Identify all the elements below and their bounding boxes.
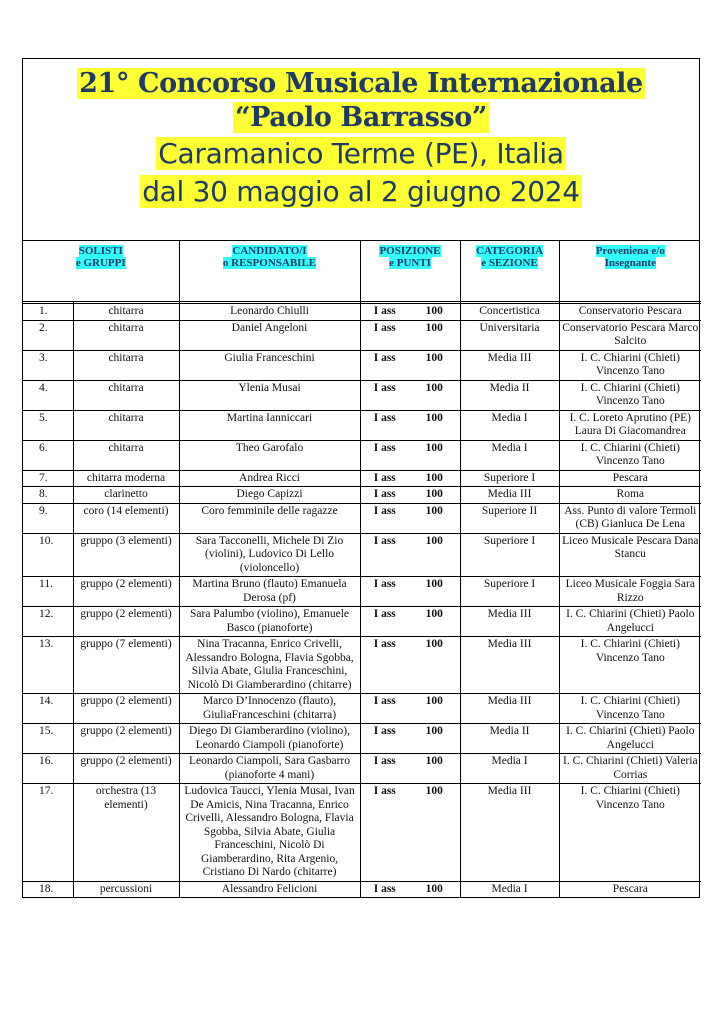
competition-title: 21° Concorso Musicale Internazionale [79, 68, 643, 99]
row-number: 9. [23, 503, 73, 533]
punti-cell: 100 [409, 694, 460, 724]
solisti-cell: chitarra [73, 440, 179, 470]
row-number: 10. [23, 533, 73, 577]
candidato-cell: Diego Di Giamberardino (violino), Leonardo Ciampoli (pianoforte) [179, 724, 360, 754]
candidato-cell: Leonardo Chiulli [179, 304, 360, 321]
provenienza-cell: I. C. Chiarini (Chieti) Paolo Angelucci [559, 607, 701, 637]
categoria-cell: Concertistica [460, 304, 559, 321]
table-row [23, 487, 701, 504]
header-posizione: POSIZIONE e PUNTI [360, 241, 460, 302]
categoria-cell: Media III [460, 784, 559, 882]
categoria-cell: Media III [460, 694, 559, 724]
provenienza-cell: I. C. Chiarini (Chieti) Vincenzo Tano [559, 440, 701, 470]
row-number: 12. [23, 607, 73, 637]
categoria-cell: Media II [460, 724, 559, 754]
table-row [23, 754, 701, 784]
row-number: 11. [23, 577, 73, 607]
provenienza-cell: I. C. Chiarini (Chieti) Vincenzo Tano [559, 694, 701, 724]
table-row [23, 470, 701, 487]
table-row [23, 694, 701, 724]
provenienza-cell: I. C. Chiarini (Chieti) Vincenzo Tano [559, 380, 701, 410]
table-row [23, 304, 701, 321]
solisti-cell: percussioni [73, 881, 179, 897]
solisti-cell: gruppo (7 elementi) [73, 637, 179, 694]
categoria-cell: Media III [460, 607, 559, 637]
candidato-cell: Alessandro Felicioni [179, 881, 360, 897]
provenienza-cell: Pescara [559, 470, 701, 487]
punti-cell: 100 [409, 440, 460, 470]
candidato-cell: Martina Bruno (flauto) Emanuela Derosa (pf) [179, 577, 360, 607]
posizione-cell: I ass [360, 503, 409, 533]
table-row [23, 607, 701, 637]
candidato-cell: Theo Garofalo [179, 440, 360, 470]
row-number: 16. [23, 754, 73, 784]
punti-cell: 100 [409, 724, 460, 754]
candidato-cell: Daniel Angeloni [179, 320, 360, 350]
provenienza-cell: I. C. Chiarini (Chieti) Vincenzo Tano [559, 350, 701, 380]
competition-name: “Paolo Barrasso” [234, 102, 488, 133]
solisti-cell: chitarra [73, 320, 179, 350]
table-row [23, 503, 701, 533]
row-number: 4. [23, 380, 73, 410]
candidato-cell: Martina Ianniccari [179, 410, 360, 440]
posizione-cell: I ass [360, 487, 409, 504]
punti-cell: 100 [409, 577, 460, 607]
punti-cell: 100 [409, 881, 460, 897]
results-table [23, 241, 701, 897]
punti-cell: 100 [409, 503, 460, 533]
punti-cell: 100 [409, 637, 460, 694]
solisti-cell: gruppo (2 elementi) [73, 577, 179, 607]
solisti-cell: chitarra [73, 304, 179, 321]
row-number: 14. [23, 694, 73, 724]
table-row [23, 784, 701, 882]
punti-cell: 100 [409, 754, 460, 784]
provenienza-cell: Pescara [559, 881, 701, 897]
competition-dates: dal 30 maggio al 2 giugno 2024 [142, 175, 580, 208]
solisti-cell: gruppo (2 elementi) [73, 754, 179, 784]
categoria-cell: Media III [460, 487, 559, 504]
solisti-cell: orchestra (13 elementi) [73, 784, 179, 882]
solisti-cell: coro (14 elementi) [73, 503, 179, 533]
candidato-cell: Sara Tacconelli, Michele Di Zio (violini), Ludovico Di Lello (violoncello) [179, 533, 360, 577]
punti-cell: 100 [409, 470, 460, 487]
row-number: 18. [23, 881, 73, 897]
solisti-cell: gruppo (3 elementi) [73, 533, 179, 577]
table-row [23, 350, 701, 380]
candidato-cell: Giulia Franceschini [179, 350, 360, 380]
posizione-cell: I ass [360, 724, 409, 754]
posizione-cell: I ass [360, 607, 409, 637]
posizione-cell: I ass [360, 533, 409, 577]
categoria-cell: Universitaria [460, 320, 559, 350]
categoria-cell: Media III [460, 637, 559, 694]
punti-cell: 100 [409, 487, 460, 504]
row-number: 7. [23, 470, 73, 487]
provenienza-cell: I. C. Chiarini (Chieti) Vincenzo Tano [559, 784, 701, 882]
posizione-cell: I ass [360, 410, 409, 440]
header-categoria: CATEGORIA e SEZIONE [460, 241, 559, 302]
row-number: 3. [23, 350, 73, 380]
punti-cell: 100 [409, 304, 460, 321]
punti-cell: 100 [409, 607, 460, 637]
posizione-cell: I ass [360, 637, 409, 694]
row-number: 5. [23, 410, 73, 440]
table-row [23, 320, 701, 350]
table-row [23, 440, 701, 470]
provenienza-cell: Liceo Musicale Foggia Sara Rizzo [559, 577, 701, 607]
provenienza-cell: Liceo Musicale Pescara Dana Stancu [559, 533, 701, 577]
table-row [23, 881, 701, 897]
table-row [23, 724, 701, 754]
row-number: 13. [23, 637, 73, 694]
header-candidato: CANDIDATO/I o RESPONSABILE [179, 241, 360, 302]
posizione-cell: I ass [360, 754, 409, 784]
solisti-cell: gruppo (2 elementi) [73, 724, 179, 754]
candidato-cell: Andrea Ricci [179, 470, 360, 487]
posizione-cell: I ass [360, 694, 409, 724]
provenienza-cell: I. C. Chiarini (Chieti) Paolo Angelucci [559, 724, 701, 754]
posizione-cell: I ass [360, 784, 409, 882]
provenienza-cell: I. C. Chiarini (Chieti) Valeria Corrias [559, 754, 701, 784]
punti-cell: 100 [409, 380, 460, 410]
categoria-cell: Superiore I [460, 577, 559, 607]
categoria-cell: Superiore II [460, 503, 559, 533]
document-frame [22, 58, 700, 898]
provenienza-cell: Conservatorio Pescara [559, 304, 701, 321]
categoria-cell: Media I [460, 410, 559, 440]
table-row [23, 410, 701, 440]
candidato-cell: Diego Capizzi [179, 487, 360, 504]
punti-cell: 100 [409, 533, 460, 577]
header-solisti: SOLISTI e GRUPPI [23, 241, 179, 302]
provenienza-cell: I. C. Chiarini (Chieti) Vincenzo Tano [559, 637, 701, 694]
candidato-cell: Ylenia Musai [179, 380, 360, 410]
categoria-cell: Superiore I [460, 470, 559, 487]
categoria-cell: Media II [460, 380, 559, 410]
categoria-cell: Media I [460, 754, 559, 784]
posizione-cell: I ass [360, 380, 409, 410]
row-number: 6. [23, 440, 73, 470]
categoria-cell: Media I [460, 881, 559, 897]
solisti-cell: gruppo (2 elementi) [73, 607, 179, 637]
posizione-cell: I ass [360, 304, 409, 321]
table-row [23, 533, 701, 577]
row-number: 8. [23, 487, 73, 504]
posizione-cell: I ass [360, 350, 409, 380]
punti-cell: 100 [409, 320, 460, 350]
punti-cell: 100 [409, 410, 460, 440]
table-row [23, 380, 701, 410]
title-block [23, 59, 699, 241]
provenienza-cell: Conservatorio Pescara Marco Salcito [559, 320, 701, 350]
solisti-cell: clarinetto [73, 487, 179, 504]
candidato-cell: Coro femminile delle ragazze [179, 503, 360, 533]
row-number: 15. [23, 724, 73, 754]
row-number: 17. [23, 784, 73, 882]
posizione-cell: I ass [360, 881, 409, 897]
categoria-cell: Superiore I [460, 533, 559, 577]
posizione-cell: I ass [360, 470, 409, 487]
posizione-cell: I ass [360, 440, 409, 470]
punti-cell: 100 [409, 350, 460, 380]
candidato-cell: Nina Tracanna, Enrico Crivelli, Alessandro Bologna, Flavia Sgobba, Silvia Abate, Giulia Franceschini, Nicolò Di Giamberardino (chitarre) [179, 637, 360, 694]
header-provenienza: Proveniena e/o Insegnante [559, 241, 701, 302]
provenienza-cell: I. C. Loreto Aprutino (PE) Laura Di Giacomandrea [559, 410, 701, 440]
provenienza-cell: Roma [559, 487, 701, 504]
candidato-cell: Sara Palumbo (violino), Emanuele Basco (pianoforte) [179, 607, 360, 637]
table-row [23, 577, 701, 607]
posizione-cell: I ass [360, 577, 409, 607]
row-number: 1. [23, 304, 73, 321]
categoria-cell: Media I [460, 440, 559, 470]
solisti-cell: chitarra [73, 410, 179, 440]
row-number: 2. [23, 320, 73, 350]
solisti-cell: gruppo (2 elementi) [73, 694, 179, 724]
table-header-row [23, 241, 701, 302]
solisti-cell: chitarra [73, 380, 179, 410]
categoria-cell: Media III [460, 350, 559, 380]
competition-location: Caramanico Terme (PE), Italia [158, 137, 564, 170]
candidato-cell: Marco D’Innocenzo (flauto), GiuliaFranceschini (chitarra) [179, 694, 360, 724]
posizione-cell: I ass [360, 320, 409, 350]
provenienza-cell: Ass. Punto di valore Termoli (CB) Gianluca De Lena [559, 503, 701, 533]
punti-cell: 100 [409, 784, 460, 882]
candidato-cell: Leonardo Ciampoli, Sara Gasbarro (pianoforte 4 mani) [179, 754, 360, 784]
table-row [23, 637, 701, 694]
candidato-cell: Ludovica Taucci, Ylenia Musai, Ivan De Amicis, Nina Tracanna, Enrico Crivelli, Alessandro Bologna, Flavia Sgobba, Silvia Abate, Giulia Franceschini, Nicolò Di Giamberardino, Rita Argenio, Cristiano Di Nardo (chitarre) [179, 784, 360, 882]
solisti-cell: chitarra moderna [73, 470, 179, 487]
solisti-cell: chitarra [73, 350, 179, 380]
